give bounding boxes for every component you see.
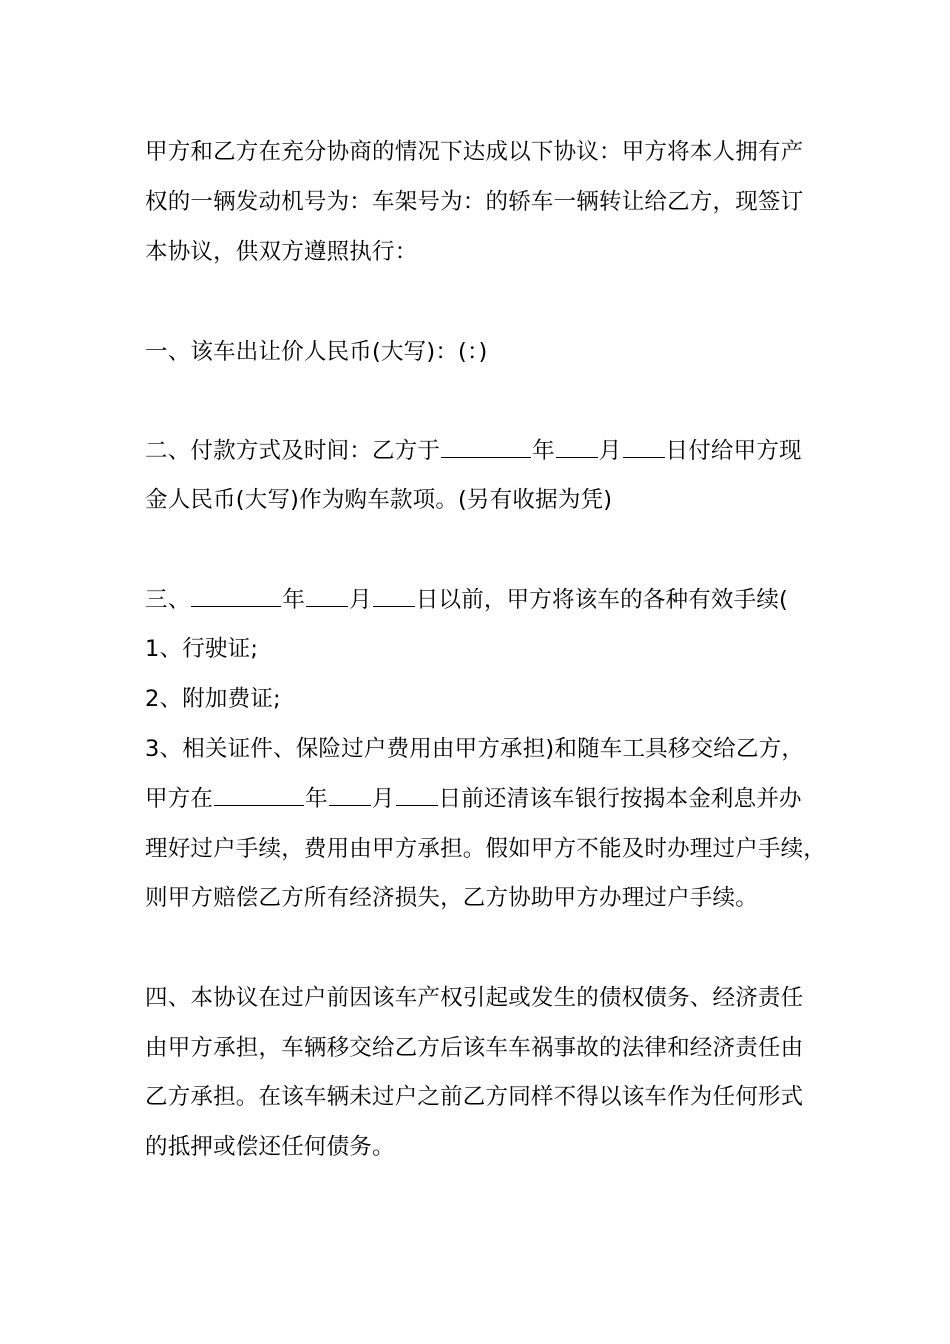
clause-3-item-1: 1、行驶证;	[145, 636, 259, 662]
clause-1: 一、该车出让价人民币(大写)：(：)	[145, 339, 488, 365]
blank-year-field	[191, 586, 281, 607]
clause-4-line-2: 由甲方承担，车辆移交给乙方后该车车祸事故的法律和经济责任由	[145, 1035, 804, 1061]
clause-2-line-1	[145, 436, 802, 466]
blank-day-field	[623, 437, 665, 458]
month-label: 月	[371, 786, 395, 812]
month-label: 月	[598, 438, 622, 464]
clause-3-item-3: 3、相关证件、保险过户费用由甲方承担)和随车工具移交给乙方，	[145, 736, 805, 762]
clause-3-item-2: 2、附加费证;	[145, 686, 281, 712]
intro-line-2: 权的一辆发动机号为：车架号为：的轿车一辆转让给乙方，现签订	[145, 189, 804, 215]
year-label: 年	[305, 786, 328, 812]
blank-year-field	[214, 785, 304, 806]
blank-month-field	[306, 586, 348, 607]
clause-3-text-b: 日以前，甲方将该车的各种有效手续(	[415, 587, 788, 613]
clause-2-line-2: 金人民币(大写)作为购车款项。(另有收据为凭)	[145, 487, 613, 513]
clause-3-line-1	[145, 585, 788, 615]
intro-line-3: 本协议，供双方遵照执行：	[145, 239, 418, 265]
clause-3-line-7: 则甲方赔偿乙方所有经济损失，乙方协助甲方办理过户手续。	[145, 885, 758, 911]
year-label: 年	[282, 587, 306, 613]
blank-day-field	[373, 586, 415, 607]
clause-4-line-3: 乙方承担。在该车辆未过户之前乙方同样不得以该车作为任何形式	[145, 1084, 804, 1110]
clause-3-text-d: 日前还清该车银行按揭本金利息并办	[438, 786, 802, 812]
intro-line-1: 甲方和乙方在充分协商的情况下达成以下协议：甲方将本人拥有产	[145, 139, 804, 165]
clause-4-line-4: 的抵押或偿还任何债务。	[145, 1134, 395, 1160]
clause-3-line-6: 理好过户手续，费用由甲方承担。假如甲方不能及时办理过户手续，	[145, 836, 827, 862]
clause-2-text-b: 日付给甲方现	[665, 438, 802, 464]
blank-month-field	[556, 437, 598, 458]
clause-4-line-1: 四、本协议在过户前因该车产权引起或发生的债权债务、经济责任	[145, 985, 804, 1011]
clause-3-text-c: 甲方在	[145, 786, 214, 812]
blank-month-field	[329, 785, 371, 806]
blank-day-field	[396, 785, 438, 806]
clause-2-text-a: 二、付款方式及时间：乙方于	[145, 438, 441, 464]
year-label: 年	[532, 438, 555, 464]
clause-3-text-a: 三、	[145, 587, 191, 613]
blank-year-field	[441, 437, 531, 458]
month-label: 月	[349, 587, 372, 613]
clause-3-line-5	[145, 784, 802, 814]
